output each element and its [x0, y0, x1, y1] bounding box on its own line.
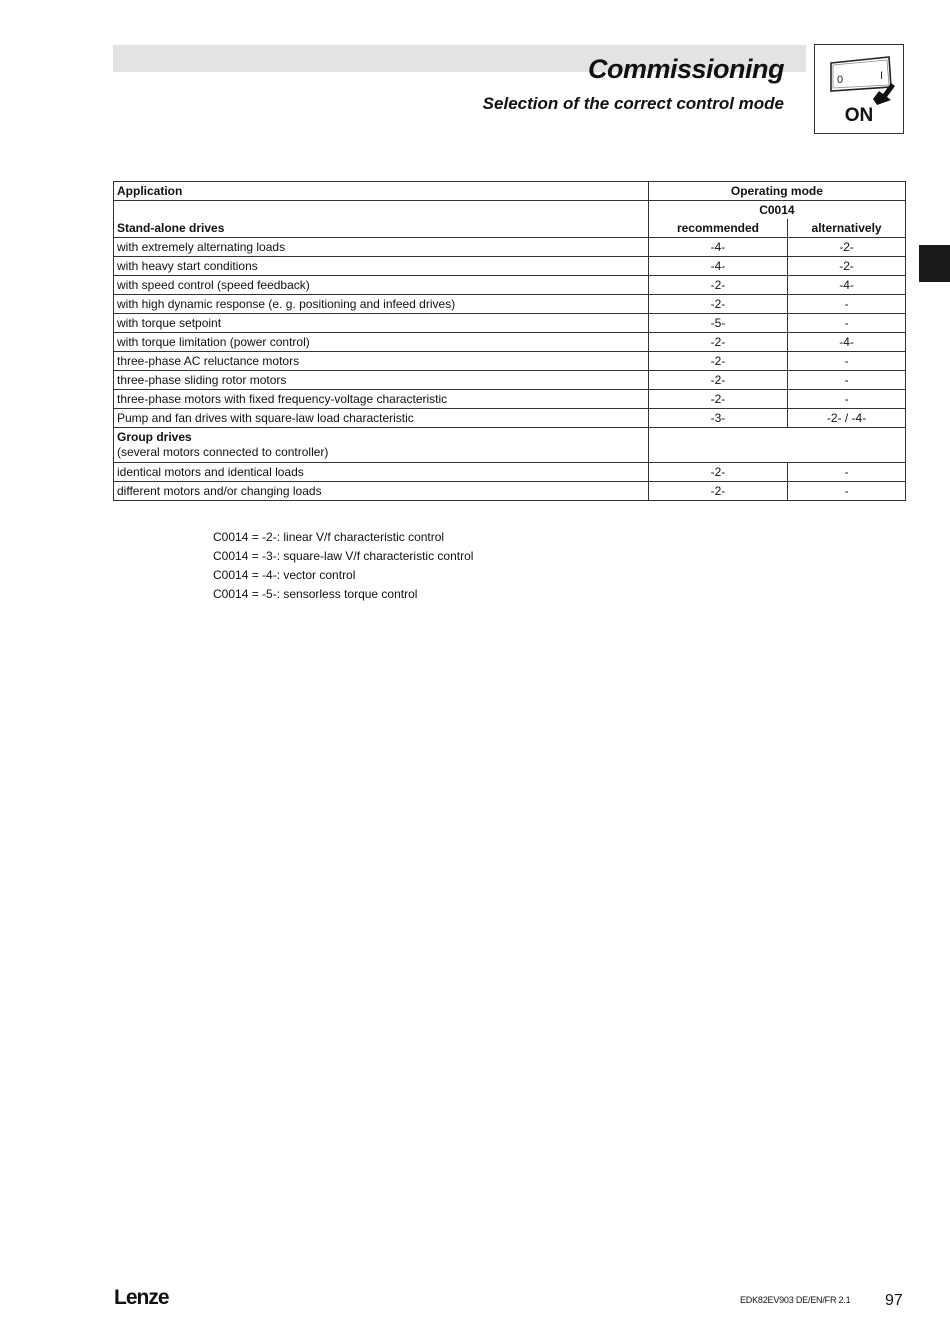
- page-number: 97: [885, 1292, 903, 1309]
- section-group-row: [114, 428, 906, 463]
- cell-alternatively: -4-: [788, 276, 906, 295]
- cell-alternatively: -2-: [788, 238, 906, 257]
- cell-recommended: -5-: [648, 314, 787, 333]
- note-item: C0014 = -4-: vector control: [213, 568, 356, 582]
- col-recommended-header: recommended: [648, 219, 787, 238]
- cell-alternatively: -: [788, 295, 906, 314]
- switch-label: ON: [844, 105, 874, 126]
- control-mode-table: [113, 181, 906, 501]
- code-row: [114, 201, 906, 220]
- table-row: [114, 463, 906, 482]
- page-subtitle: Selection of the correct control mode: [482, 94, 784, 113]
- table-row: [114, 295, 906, 314]
- notes-list: [213, 528, 473, 604]
- switch-on-mark: I: [880, 70, 884, 82]
- switch-off-mark: 0: [837, 74, 844, 86]
- page-title: Commissioning: [587, 54, 784, 84]
- table-row: [114, 482, 906, 501]
- cell-alternatively: -: [788, 352, 906, 371]
- table-row: [114, 409, 906, 428]
- table-row: [114, 371, 906, 390]
- cell-alternatively: -2-: [788, 257, 906, 276]
- cell-application: with torque setpoint: [114, 314, 649, 333]
- cell-application: three-phase AC reluctance motors: [114, 352, 649, 371]
- note-item: C0014 = -2-: linear V/f characteristic control: [213, 530, 445, 544]
- cell-recommended: -2-: [648, 276, 787, 295]
- cell-alternatively: -: [788, 463, 906, 482]
- cell-recommended: -2-: [648, 463, 787, 482]
- col-application-header: Application: [114, 182, 649, 201]
- col-operating-mode-header: Operating mode: [648, 182, 905, 201]
- cell-recommended: -2-: [648, 371, 787, 390]
- section-group-note: (several motors connected to controller): [117, 445, 329, 459]
- chapter-tab: [919, 245, 950, 282]
- section-group-empty: [648, 428, 905, 463]
- cell-application: three-phase motors with fixed frequency-voltage characteristic: [114, 390, 649, 409]
- cell-recommended: -2-: [648, 352, 787, 371]
- cell-application: Pump and fan drives with square-law load characteristic: [114, 409, 649, 428]
- table-row: [114, 333, 906, 352]
- brand-logo: Lenze: [114, 1286, 169, 1309]
- cell-application: with speed control (speed feedback): [114, 276, 649, 295]
- table-row: [114, 314, 906, 333]
- document-id: EDK82EV903 DE/EN/FR 2.1: [740, 1295, 851, 1305]
- cell-recommended: -2-: [648, 295, 787, 314]
- cell-application: with torque limitation (power control): [114, 333, 649, 352]
- cell-recommended: -2-: [648, 482, 787, 501]
- table-header-row: [114, 182, 906, 201]
- cell-application: different motors and/or changing loads: [114, 482, 649, 501]
- section-standalone-heading: Stand-alone drives: [114, 201, 649, 238]
- section-group-cell: [114, 428, 649, 463]
- cell-application: with high dynamic response (e. g. positioning and infeed drives): [114, 295, 649, 314]
- cell-alternatively: -4-: [788, 333, 906, 352]
- cell-recommended: -2-: [648, 333, 787, 352]
- table-row: [114, 352, 906, 371]
- cell-alternatively: -: [788, 390, 906, 409]
- cell-application: with extremely alternating loads: [114, 238, 649, 257]
- cell-alternatively: -: [788, 482, 906, 501]
- table-row: [114, 390, 906, 409]
- table-row: [114, 257, 906, 276]
- cell-application: three-phase sliding rotor motors: [114, 371, 649, 390]
- table-row: [114, 238, 906, 257]
- note-item: C0014 = -5-: sensorless torque control: [213, 587, 418, 601]
- note-item: C0014 = -3-: square-law V/f characteristic control: [213, 549, 474, 563]
- cell-alternatively: -2- / -4-: [788, 409, 906, 428]
- code-label: C0014: [648, 201, 905, 220]
- cell-alternatively: -: [788, 314, 906, 333]
- table-row: [114, 276, 906, 295]
- cell-application: with heavy start conditions: [114, 257, 649, 276]
- cell-recommended: -4-: [648, 257, 787, 276]
- cell-recommended: -4-: [648, 238, 787, 257]
- cell-recommended: -2-: [648, 390, 787, 409]
- col-alternatively-header: alternatively: [788, 219, 906, 238]
- cell-recommended: -3-: [648, 409, 787, 428]
- cell-alternatively: -: [788, 371, 906, 390]
- power-switch-icon: [814, 44, 904, 134]
- section-group-heading: Group drives: [117, 430, 192, 444]
- cell-application: identical motors and identical loads: [114, 463, 649, 482]
